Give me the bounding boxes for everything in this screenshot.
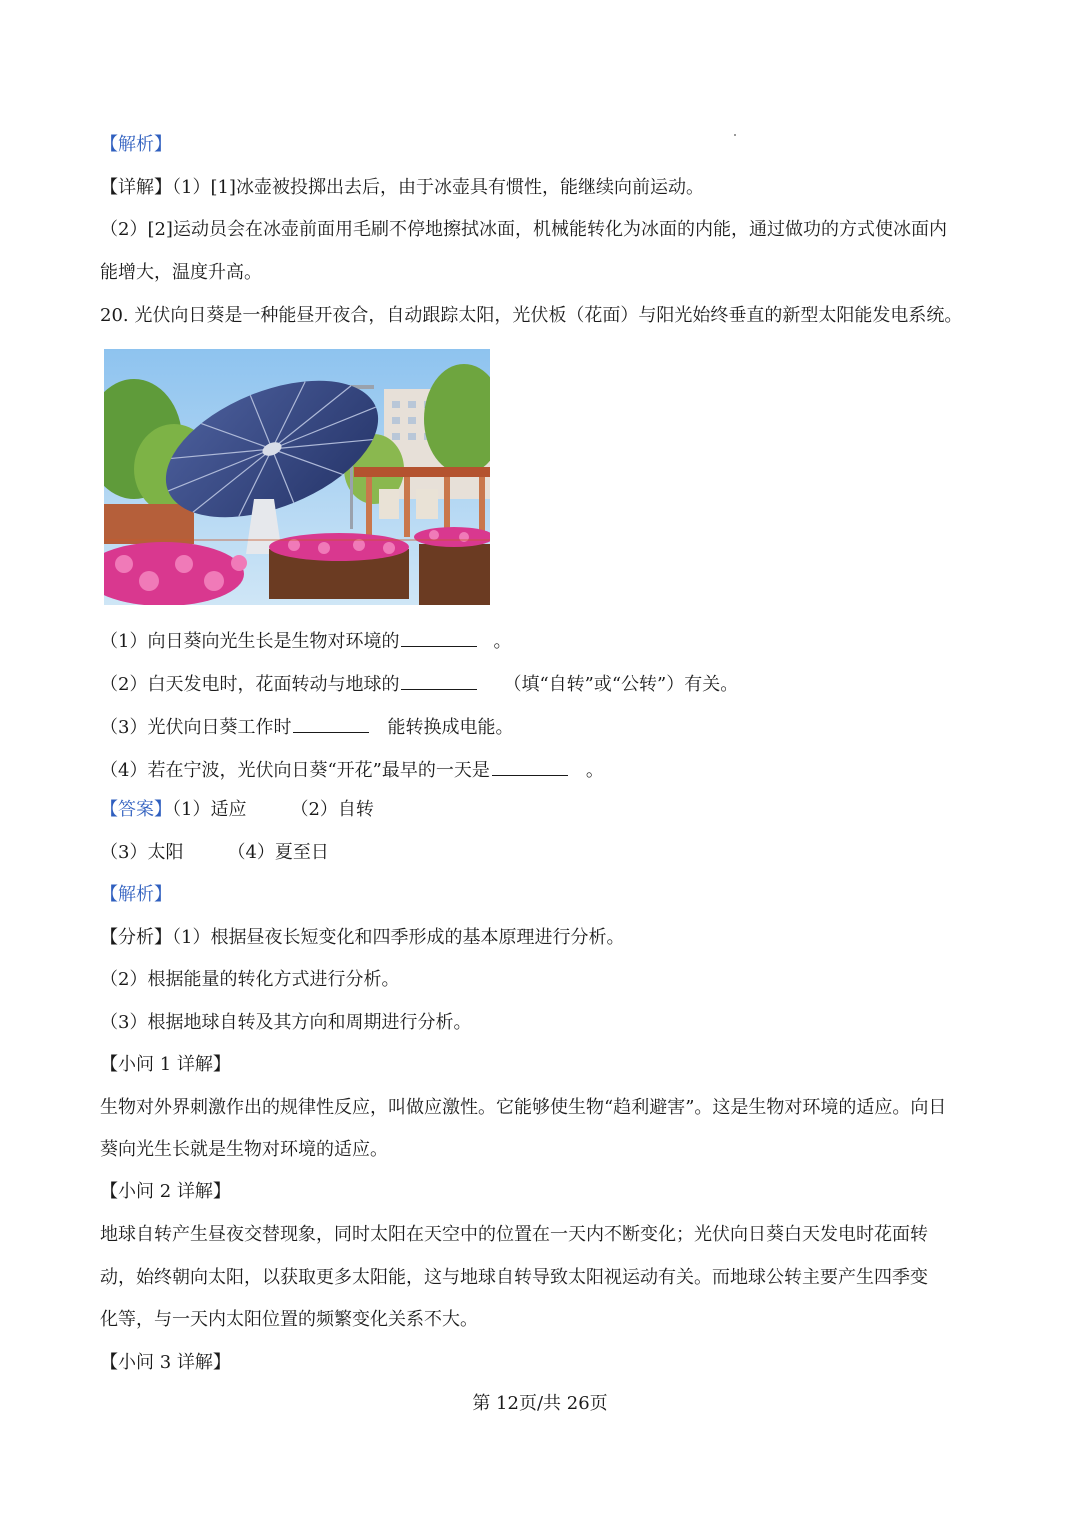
q3-text: （3）光伏向日葵工作时 xyxy=(100,717,292,738)
jiexi-heading: 【解析】 xyxy=(100,134,172,155)
answer-2: （2）自转 xyxy=(290,799,374,820)
q1-blank xyxy=(401,628,477,647)
question-2 xyxy=(100,671,990,697)
fenxi-tag: 【分析】 xyxy=(100,927,172,948)
jiexi-heading-2: 【解析】 xyxy=(100,884,172,905)
answer-tag: 【答案】 xyxy=(100,799,172,820)
q1-end: 。 xyxy=(493,631,512,652)
q2-blank xyxy=(401,671,477,690)
answer-3: （3）太阳 xyxy=(100,842,184,863)
q2-end: （填“自转”或“公转”）有关。 xyxy=(503,674,739,695)
detail-1-line xyxy=(100,176,990,200)
q1-text: （1）向日葵向光生长是生物对环境的 xyxy=(100,631,400,652)
detail-2b: 能增大，温度升高。 xyxy=(100,262,262,283)
sub2-heading: 【小问 2 详解】 xyxy=(100,1181,231,1202)
fenxi-2: （2）根据能量的转化方式进行分析。 xyxy=(100,969,400,990)
q4-text: （4）若在宁波，光伏向日葵“开花”最早的一天是 xyxy=(100,760,490,781)
analysis-line-1 xyxy=(100,926,990,950)
sub3-heading: 【小问 3 详解】 xyxy=(100,1352,231,1373)
sub2-line-c: 化等，与一天内太阳位置的频繁变化关系不大。 xyxy=(100,1309,478,1330)
sub1-line-a: 生物对外界刺激作出的规律性反应，叫做应激性。它能够使生物“趋利避害”。这是生物对环境的适应。向日 xyxy=(100,1097,947,1118)
sub2-line-b: 动，始终朝向太阳，以获取更多太阳能，这与地球自转导致太阳视运动有关。而地球公转主要产生四季变 xyxy=(100,1267,928,1288)
detail-2a: （2）[2]运动员会在冰壶前面用毛刷不停地擦拭冰面，机械能转化为冰面的内能，通过做功的方式使冰面内 xyxy=(100,219,947,240)
fenxi-1: （1）根据昼夜长短变化和四季形成的基本原理进行分析。 xyxy=(172,927,625,948)
answer-line-1 xyxy=(100,798,990,822)
answer-1: （1）适应 xyxy=(172,799,247,820)
detail-1-text: （1）[1]冰壶被投掷出去后，由于冰壶具有惯性，能继续向前运动。 xyxy=(172,177,704,198)
q4-end: 。 xyxy=(585,760,604,781)
question-3 xyxy=(100,714,990,740)
q2-text: （2）白天发电时，花面转动与地球的 xyxy=(100,674,400,695)
answer-line-2 xyxy=(100,841,990,865)
question-4 xyxy=(100,757,990,783)
page-footer: 第 12页/共 26页 xyxy=(472,1393,608,1414)
sub2-line-a: 地球自转产生昼夜交替现象，同时太阳在天空中的位置在一天内不断变化；光伏向日葵白天发电时花面转 xyxy=(100,1224,928,1245)
q3-blank xyxy=(293,714,369,733)
question-20-stem: 20. 光伏向日葵是一种能昼开夜合，自动跟踪太阳，光伏板（花面）与阳光始终垂直的新型太阳能发电系统。 xyxy=(100,305,963,326)
q3-end: 能转换成电能。 xyxy=(387,717,514,738)
sub1-heading: 【小问 1 详解】 xyxy=(100,1054,231,1075)
detail-tag: 【详解】 xyxy=(100,177,172,198)
fenxi-3: （3）根据地球自转及其方向和周期进行分析。 xyxy=(100,1012,472,1033)
q4-blank xyxy=(492,757,568,776)
answer-4: （4）夏至日 xyxy=(227,842,329,863)
sub1-line-b: 葵向光生长就是生物对环境的适应。 xyxy=(100,1139,388,1160)
question-1 xyxy=(100,628,990,654)
solar-sunflower-photo xyxy=(104,349,490,605)
